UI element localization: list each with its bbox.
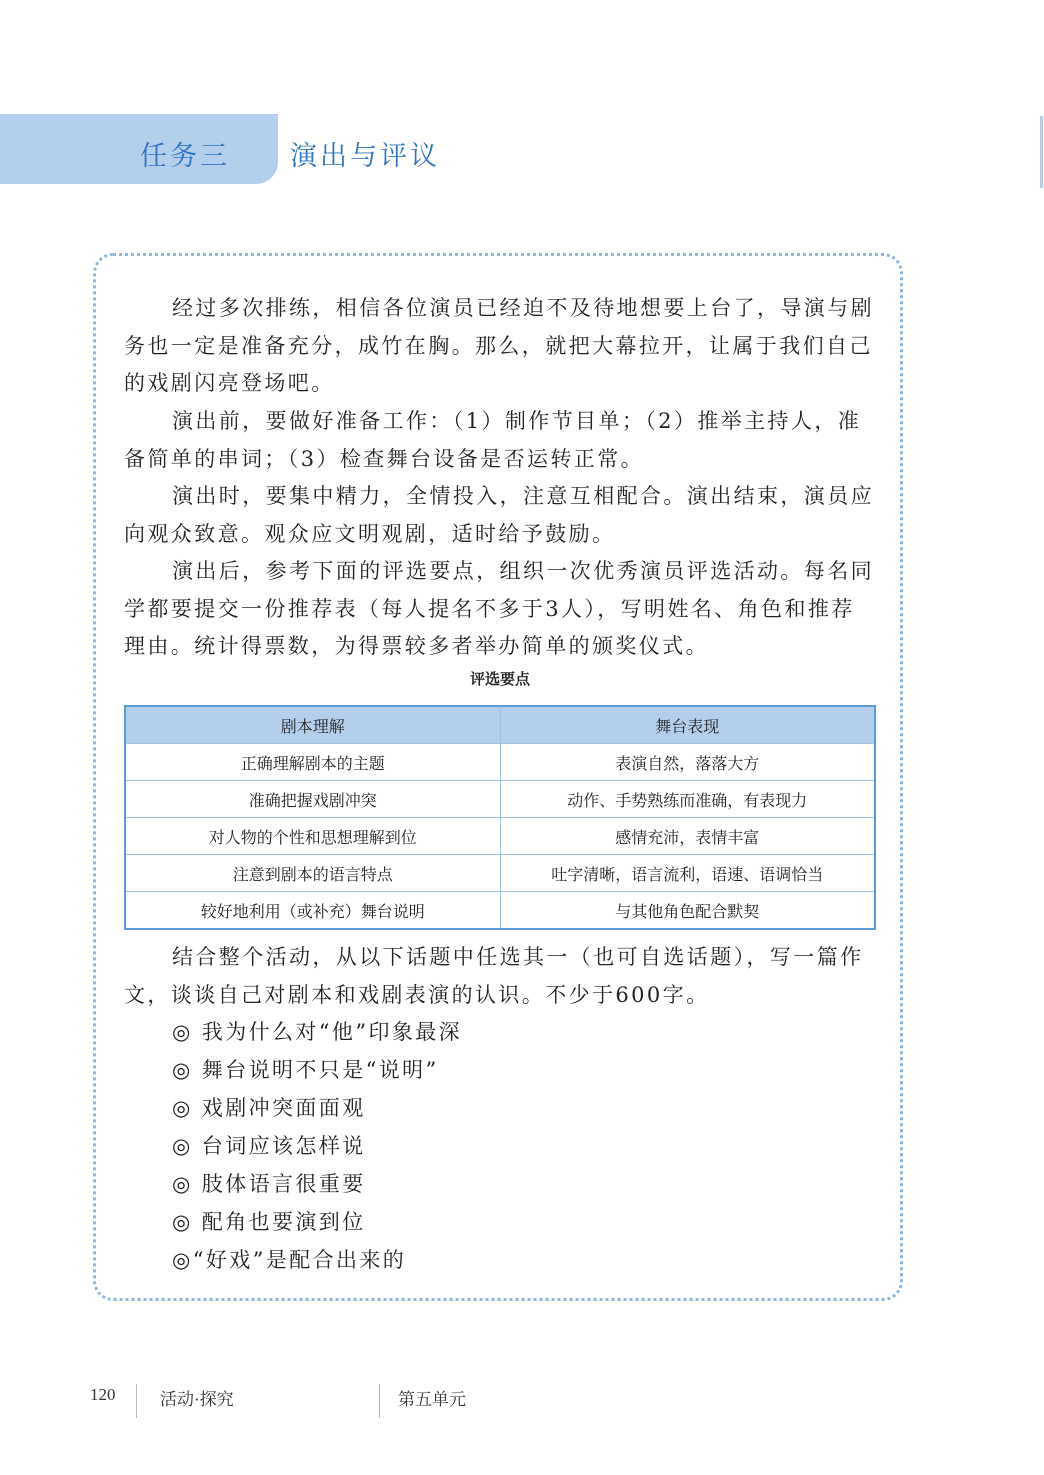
paragraph-intro: 经过多次排练，相信各位演员已经迫不及待地想要上台了，导演与剧务也一定是准备充分，成竹在胸。那么，就把大幕拉开，让属于我们自己的戏剧闪亮登场吧。 <box>124 296 874 395</box>
table-cell: 吐字清晰，语言流利，语速、语调恰当 <box>500 855 875 892</box>
table-header-cell: 舞台表现 <box>500 706 875 744</box>
list-item: ◎ 肢体语言很重要 <box>172 1172 366 1196</box>
table-cell: 准确把握戏剧冲突 <box>125 781 500 818</box>
task-title: 演出与评议 <box>290 141 440 172</box>
table-row <box>125 892 875 930</box>
table-caption: 评选要点 <box>469 670 530 688</box>
table-header-cell: 剧本理解 <box>125 706 500 744</box>
paragraph-during-show: 演出时，要集中精力，全情投入，注意互相配合。演出结束，演员应向观众致意。观众应文明观剧，适时给予鼓励。 <box>124 484 874 546</box>
table-row <box>125 818 875 855</box>
table-cell: 表演自然，落落大方 <box>500 744 875 781</box>
paragraph-after-show: 演出后，参考下面的评选要点，组织一次优秀演员评选活动。每名同学都要提交一份推荐表（每人提名不多于3人），写明姓名、角色和推荐理由。统计得票数，为得票较多者举办简单的颁奖仪式。 <box>124 559 874 658</box>
paragraph-before-show: 演出前，要做好准备工作：（1）制作节目单；（2）推举主持人，准备简单的串词；（3）检查舞台设备是否运转正常。 <box>124 409 862 471</box>
paragraph-writing-task: 结合整个活动，从以下话题中任选其一（也可自选话题），写一篇作文，谈谈自己对剧本和戏剧表演的认识。不少于600字。 <box>124 945 864 1007</box>
table-cell: 较好地利用（或补充）舞台说明 <box>125 892 500 930</box>
table-cell: 注意到剧本的语言特点 <box>125 855 500 892</box>
table-cell: 感情充沛，表情丰富 <box>500 818 875 855</box>
footer-divider <box>136 1384 137 1418</box>
section-header-band <box>0 114 278 184</box>
footer-section: 活动·探究 <box>160 1390 234 1409</box>
page-number: 120 <box>90 1385 116 1404</box>
page-edge-tab <box>1040 116 1043 188</box>
table-header-row <box>125 706 875 744</box>
footer-divider <box>379 1384 380 1418</box>
list-item: ◎ 台词应该怎样说 <box>172 1134 366 1158</box>
table-row <box>125 781 875 818</box>
footer-unit: 第五单元 <box>398 1390 466 1409</box>
topic-list <box>172 1013 462 1279</box>
table-cell: 动作、手势熟练而准确，有表现力 <box>500 781 875 818</box>
list-item: ◎ 我为什么对“他”印象最深 <box>172 1020 463 1044</box>
table-cell: 与其他角色配合默契 <box>500 892 875 930</box>
table-row <box>125 855 875 892</box>
table-cell: 对人物的个性和思想理解到位 <box>125 818 500 855</box>
table-row <box>125 744 875 781</box>
table-cell: 正确理解剧本的主题 <box>125 744 500 781</box>
list-item: ◎ 戏剧冲突面面观 <box>172 1096 366 1120</box>
list-item: ◎“好戏”是配合出来的 <box>172 1248 407 1272</box>
list-item: ◎ 舞台说明不只是“说明” <box>172 1058 439 1082</box>
list-item: ◎ 配角也要演到位 <box>172 1210 366 1234</box>
criteria-table <box>124 705 876 930</box>
task-label: 任务三 <box>140 141 230 172</box>
